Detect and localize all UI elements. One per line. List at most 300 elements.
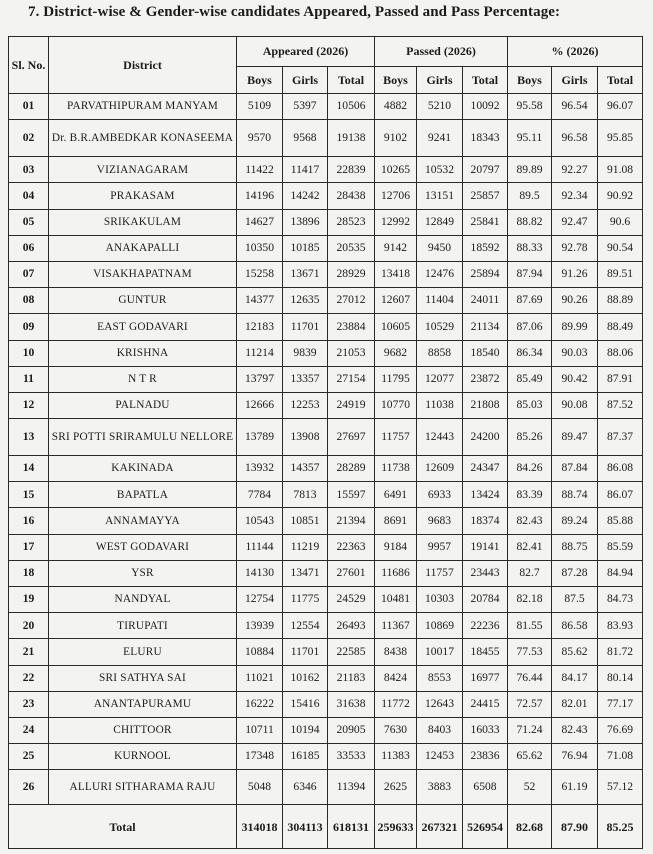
table-row [9,691,643,717]
cell-district: KAKINADA [49,456,237,482]
cell-appeared-total: 28289 [328,456,375,482]
cell-percent-boys: 81.55 [508,613,552,639]
cell-percent-boys: 72.57 [508,691,552,717]
cell-district: YSR [49,560,237,586]
cell-appeared-girls: 12635 [283,288,328,314]
cell-percent-boys: 87.06 [508,314,552,340]
table-row [9,717,643,743]
cell-percent-total: 57.12 [598,770,643,805]
cell-sl-no: 14 [9,456,49,482]
cell-percent-boys: 82.41 [508,534,552,560]
cell-percent-girls: 92.27 [552,157,598,183]
cell-appeared-boys: 17348 [237,744,283,770]
cell-appeared-boys: 15258 [237,261,283,287]
cell-district: TIRUPATI [49,613,237,639]
cell-percent-girls: 87.84 [552,456,598,482]
cell-passed-boys: 11772 [375,691,417,717]
cell-passed-total: 25841 [463,209,508,235]
cell-district: KRISHNA [49,340,237,366]
cell-passed-girls: 13151 [417,183,463,209]
cell-passed-girls: 11038 [417,392,463,418]
cell-percent-girls: 90.42 [552,366,598,392]
cell-percent-total: 84.94 [598,560,643,586]
table-row [9,392,643,418]
cell-sl-no: 12 [9,392,49,418]
cell-district: KURNOOL [49,744,237,770]
cell-appeared-girls: 6346 [283,770,328,805]
cell-passed-boys: 13418 [375,261,417,287]
table-row [9,534,643,560]
cell-passed-total: 16977 [463,665,508,691]
cell-passed-boys: 10770 [375,392,417,418]
cell-district: N T R [49,366,237,392]
cell-percent-total: 88.06 [598,340,643,366]
cell-appeared-total: 26493 [328,613,375,639]
cell-district: ALLURI SITHARAMA RAJU [49,770,237,805]
cell-percent-total: 76.69 [598,717,643,743]
cell-passed-girls: 9957 [417,534,463,560]
cell-passed-total: 13424 [463,482,508,508]
cell-passed-total: 6508 [463,770,508,805]
cell-passed-girls: 10303 [417,587,463,613]
cell-appeared-girls: 10185 [283,235,328,261]
cell-sl-no: 03 [9,157,49,183]
header-passed-girls: Girls [417,67,463,94]
cell-percent-boys: 95.58 [508,94,552,120]
cell-percent-total: 88.49 [598,314,643,340]
cell-appeared-girls: 9568 [283,120,328,157]
cell-passed-boys: 12607 [375,288,417,314]
cell-passed-boys: 9142 [375,235,417,261]
cell-sl-no: 04 [9,183,49,209]
cell-appeared-boys: 11144 [237,534,283,560]
cell-district: Dr. B.R.AMBEDKAR KONASEEMA [49,120,237,157]
cell-percent-total: 87.37 [598,419,643,456]
cell-appeared-total: 23884 [328,314,375,340]
cell-percent-total: 90.6 [598,209,643,235]
cell-appeared-total: 24919 [328,392,375,418]
cell-percent-boys: 83.39 [508,482,552,508]
cell-percent-total: 96.07 [598,94,643,120]
table-row [9,366,643,392]
cell-percent-boys: 88.82 [508,209,552,235]
cell-appeared-boys: 11021 [237,665,283,691]
cell-district: ANNAMAYYA [49,508,237,534]
header-sl-no: Sl. No. [9,37,49,94]
cell-passed-boys: 8424 [375,665,417,691]
cell-sl-no: 07 [9,261,49,287]
total-percent-boys: 82.68 [508,805,552,849]
cell-passed-total: 23836 [463,744,508,770]
table-row [9,209,643,235]
cell-appeared-girls: 11775 [283,587,328,613]
cell-district: PALNADU [49,392,237,418]
cell-appeared-total: 24529 [328,587,375,613]
table-row [9,560,643,586]
total-passed-total: 526954 [463,805,508,849]
cell-passed-girls: 10529 [417,314,463,340]
cell-appeared-girls: 7813 [283,482,328,508]
cell-appeared-total: 20905 [328,717,375,743]
cell-district: GUNTUR [49,288,237,314]
cell-percent-boys: 87.94 [508,261,552,287]
cell-percent-girls: 91.26 [552,261,598,287]
cell-appeared-girls: 14242 [283,183,328,209]
cell-percent-girls: 76.94 [552,744,598,770]
cell-percent-girls: 90.08 [552,392,598,418]
cell-percent-boys: 89.89 [508,157,552,183]
total-passed-boys: 259633 [375,805,417,849]
cell-sl-no: 24 [9,717,49,743]
cell-appeared-total: 27012 [328,288,375,314]
cell-appeared-total: 21394 [328,508,375,534]
cell-sl-no: 23 [9,691,49,717]
cell-percent-total: 81.72 [598,639,643,665]
total-row [9,805,643,849]
cell-passed-girls: 12476 [417,261,463,287]
cell-percent-total: 85.59 [598,534,643,560]
cell-appeared-girls: 11701 [283,314,328,340]
cell-appeared-boys: 12754 [237,587,283,613]
cell-passed-girls: 9241 [417,120,463,157]
cell-district: VIZIANAGARAM [49,157,237,183]
cell-passed-boys: 11686 [375,560,417,586]
cell-percent-total: 71.08 [598,744,643,770]
cell-sl-no: 21 [9,639,49,665]
total-label: Total [9,805,237,849]
cell-sl-no: 05 [9,209,49,235]
cell-appeared-total: 31638 [328,691,375,717]
header-passed-total: Total [463,67,508,94]
cell-percent-total: 87.91 [598,366,643,392]
cell-percent-boys: 82.18 [508,587,552,613]
page-title: 7. District-wise & Gender-wise candidates Appeared, Passed and Pass Percentage: [28,4,561,20]
cell-passed-boys: 9682 [375,340,417,366]
cell-percent-girls: 90.26 [552,288,598,314]
cell-passed-girls: 9450 [417,235,463,261]
cell-district: SRI SATHYA SAI [49,665,237,691]
cell-passed-total: 25894 [463,261,508,287]
cell-appeared-girls: 11701 [283,639,328,665]
cell-passed-boys: 6491 [375,482,417,508]
cell-passed-total: 20797 [463,157,508,183]
cell-sl-no: 01 [9,94,49,120]
cell-sl-no: 17 [9,534,49,560]
cell-percent-total: 77.17 [598,691,643,717]
cell-percent-total: 80.14 [598,665,643,691]
cell-appeared-boys: 13789 [237,419,283,456]
cell-sl-no: 09 [9,314,49,340]
cell-percent-girls: 92.47 [552,209,598,235]
cell-district: SRIKAKULAM [49,209,237,235]
header-appeared-boys: Boys [237,67,283,94]
cell-appeared-girls: 13357 [283,366,328,392]
cell-appeared-boys: 10711 [237,717,283,743]
cell-passed-girls: 5210 [417,94,463,120]
table-row [9,340,643,366]
cell-passed-girls: 8858 [417,340,463,366]
cell-passed-boys: 7630 [375,717,417,743]
cell-percent-girls: 89.99 [552,314,598,340]
cell-percent-boys: 82.43 [508,508,552,534]
header-district: District [49,37,237,94]
cell-passed-girls: 3883 [417,770,463,805]
cell-passed-total: 20784 [463,587,508,613]
cell-percent-boys: 89.5 [508,183,552,209]
cell-passed-girls: 10532 [417,157,463,183]
cell-district: SRI POTTI SRIRAMULU NELLORE [49,419,237,456]
cell-appeared-girls: 5397 [283,94,328,120]
cell-percent-total: 89.51 [598,261,643,287]
table-row [9,183,643,209]
cell-sl-no: 19 [9,587,49,613]
cell-appeared-girls: 16185 [283,744,328,770]
cell-appeared-total: 28929 [328,261,375,287]
cell-appeared-boys: 7784 [237,482,283,508]
header-percent-total: Total [598,67,643,94]
cell-sl-no: 16 [9,508,49,534]
cell-sl-no: 10 [9,340,49,366]
cell-sl-no: 22 [9,665,49,691]
cell-passed-girls: 11757 [417,560,463,586]
cell-percent-boys: 82.7 [508,560,552,586]
header-passed-boys: Boys [375,67,417,94]
cell-passed-boys: 9184 [375,534,417,560]
cell-passed-girls: 8553 [417,665,463,691]
cell-appeared-girls: 11219 [283,534,328,560]
table-row [9,120,643,157]
cell-percent-girls: 96.54 [552,94,598,120]
cell-passed-girls: 8403 [417,717,463,743]
table-row [9,419,643,456]
cell-appeared-boys: 5109 [237,94,283,120]
cell-passed-boys: 11367 [375,613,417,639]
cell-percent-girls: 92.78 [552,235,598,261]
cell-passed-boys: 11795 [375,366,417,392]
cell-appeared-boys: 12183 [237,314,283,340]
cell-passed-boys: 4882 [375,94,417,120]
cell-appeared-girls: 9839 [283,340,328,366]
cell-passed-total: 19141 [463,534,508,560]
cell-appeared-boys: 14196 [237,183,283,209]
cell-district: VISAKHAPATNAM [49,261,237,287]
table-row [9,508,643,534]
cell-percent-boys: 87.69 [508,288,552,314]
cell-appeared-total: 22839 [328,157,375,183]
cell-percent-girls: 84.17 [552,665,598,691]
cell-sl-no: 20 [9,613,49,639]
table-row [9,587,643,613]
cell-percent-girls: 88.74 [552,482,598,508]
total-percent-girls: 87.90 [552,805,598,849]
cell-passed-total: 23872 [463,366,508,392]
cell-appeared-boys: 12666 [237,392,283,418]
table-row [9,94,643,120]
cell-sl-no: 15 [9,482,49,508]
cell-appeared-girls: 14357 [283,456,328,482]
cell-appeared-total: 27697 [328,419,375,456]
cell-district: WEST GODAVARI [49,534,237,560]
table-row [9,314,643,340]
cell-appeared-total: 27601 [328,560,375,586]
cell-appeared-total: 19138 [328,120,375,157]
cell-percent-girls: 88.75 [552,534,598,560]
total-appeared-total: 618131 [328,805,375,849]
header-percent-boys: Boys [508,67,552,94]
cell-district: PARVATHIPURAM MANYAM [49,94,237,120]
cell-appeared-girls: 10162 [283,665,328,691]
cell-appeared-boys: 10884 [237,639,283,665]
cell-passed-total: 18343 [463,120,508,157]
cell-percent-total: 90.54 [598,235,643,261]
header-percent: % (2026) [508,37,643,67]
cell-appeared-total: 28438 [328,183,375,209]
cell-district: ANANTAPURAMU [49,691,237,717]
header-appeared-girls: Girls [283,67,328,94]
cell-district: NANDYAL [49,587,237,613]
cell-district: BAPATLA [49,482,237,508]
cell-percent-boys: 77.53 [508,639,552,665]
cell-percent-girls: 86.58 [552,613,598,639]
cell-appeared-total: 21183 [328,665,375,691]
table-row [9,665,643,691]
cell-percent-total: 87.52 [598,392,643,418]
table-row [9,744,643,770]
cell-passed-girls: 12077 [417,366,463,392]
total-percent-total: 85.25 [598,805,643,849]
cell-appeared-boys: 11214 [237,340,283,366]
cell-passed-boys: 12992 [375,209,417,235]
header-appeared: Appeared (2026) [237,37,375,67]
cell-sl-no: 13 [9,419,49,456]
cell-passed-girls: 9683 [417,508,463,534]
cell-appeared-total: 20535 [328,235,375,261]
cell-passed-girls: 12443 [417,419,463,456]
table-row [9,261,643,287]
cell-percent-boys: 76.44 [508,665,552,691]
cell-percent-girls: 87.28 [552,560,598,586]
table-body [9,94,643,805]
cell-passed-girls: 12609 [417,456,463,482]
cell-appeared-girls: 10851 [283,508,328,534]
cell-percent-boys: 85.26 [508,419,552,456]
cell-passed-boys: 11383 [375,744,417,770]
cell-passed-total: 23443 [463,560,508,586]
cell-appeared-total: 33533 [328,744,375,770]
cell-percent-girls: 82.01 [552,691,598,717]
cell-passed-boys: 8438 [375,639,417,665]
cell-district: CHITTOOR [49,717,237,743]
cell-appeared-boys: 14627 [237,209,283,235]
cell-passed-total: 25857 [463,183,508,209]
cell-passed-girls: 10869 [417,613,463,639]
cell-appeared-boys: 13932 [237,456,283,482]
header-percent-girls: Girls [552,67,598,94]
cell-appeared-girls: 13908 [283,419,328,456]
cell-percent-total: 88.89 [598,288,643,314]
cell-sl-no: 02 [9,120,49,157]
cell-passed-boys: 11757 [375,419,417,456]
cell-passed-total: 24347 [463,456,508,482]
cell-passed-total: 18592 [463,235,508,261]
cell-appeared-girls: 11417 [283,157,328,183]
cell-appeared-total: 22363 [328,534,375,560]
table-row [9,288,643,314]
cell-passed-total: 18455 [463,639,508,665]
table-row [9,456,643,482]
cell-passed-boys: 10605 [375,314,417,340]
cell-sl-no: 08 [9,288,49,314]
cell-percent-total: 95.85 [598,120,643,157]
table-header [9,37,643,94]
cell-appeared-boys: 5048 [237,770,283,805]
cell-passed-girls: 11404 [417,288,463,314]
cell-passed-boys: 10265 [375,157,417,183]
cell-percent-boys: 84.26 [508,456,552,482]
cell-appeared-total: 22585 [328,639,375,665]
table-row [9,157,643,183]
cell-appeared-boys: 13939 [237,613,283,639]
cell-appeared-boys: 14130 [237,560,283,586]
cell-percent-total: 91.08 [598,157,643,183]
cell-percent-girls: 96.58 [552,120,598,157]
cell-passed-total: 18540 [463,340,508,366]
cell-appeared-boys: 14377 [237,288,283,314]
cell-appeared-boys: 13797 [237,366,283,392]
cell-passed-boys: 2625 [375,770,417,805]
cell-passed-total: 21134 [463,314,508,340]
cell-percent-girls: 89.47 [552,419,598,456]
cell-appeared-total: 15597 [328,482,375,508]
cell-percent-total: 86.07 [598,482,643,508]
cell-district: EAST GODAVARI [49,314,237,340]
cell-district: ANAKAPALLI [49,235,237,261]
cell-appeared-girls: 13671 [283,261,328,287]
cell-appeared-boys: 10350 [237,235,283,261]
cell-passed-girls: 12849 [417,209,463,235]
cell-appeared-girls: 10194 [283,717,328,743]
cell-passed-total: 16033 [463,717,508,743]
cell-passed-boys: 12706 [375,183,417,209]
results-table [8,36,643,849]
cell-percent-girls: 89.24 [552,508,598,534]
cell-percent-total: 90.92 [598,183,643,209]
table-row [9,482,643,508]
cell-appeared-total: 11394 [328,770,375,805]
cell-percent-girls: 61.19 [552,770,598,805]
cell-appeared-boys: 16222 [237,691,283,717]
table-row [9,639,643,665]
cell-percent-total: 85.88 [598,508,643,534]
cell-district: ELURU [49,639,237,665]
cell-passed-total: 10092 [463,94,508,120]
cell-percent-boys: 86.34 [508,340,552,366]
cell-passed-total: 22236 [463,613,508,639]
cell-passed-total: 18374 [463,508,508,534]
cell-passed-total: 21808 [463,392,508,418]
header-passed: Passed (2026) [375,37,508,67]
cell-appeared-boys: 11422 [237,157,283,183]
cell-percent-total: 86.08 [598,456,643,482]
cell-appeared-total: 28523 [328,209,375,235]
cell-passed-girls: 10017 [417,639,463,665]
cell-percent-boys: 85.03 [508,392,552,418]
cell-percent-boys: 88.33 [508,235,552,261]
cell-passed-total: 24200 [463,419,508,456]
cell-appeared-boys: 10543 [237,508,283,534]
cell-sl-no: 11 [9,366,49,392]
cell-appeared-girls: 12554 [283,613,328,639]
